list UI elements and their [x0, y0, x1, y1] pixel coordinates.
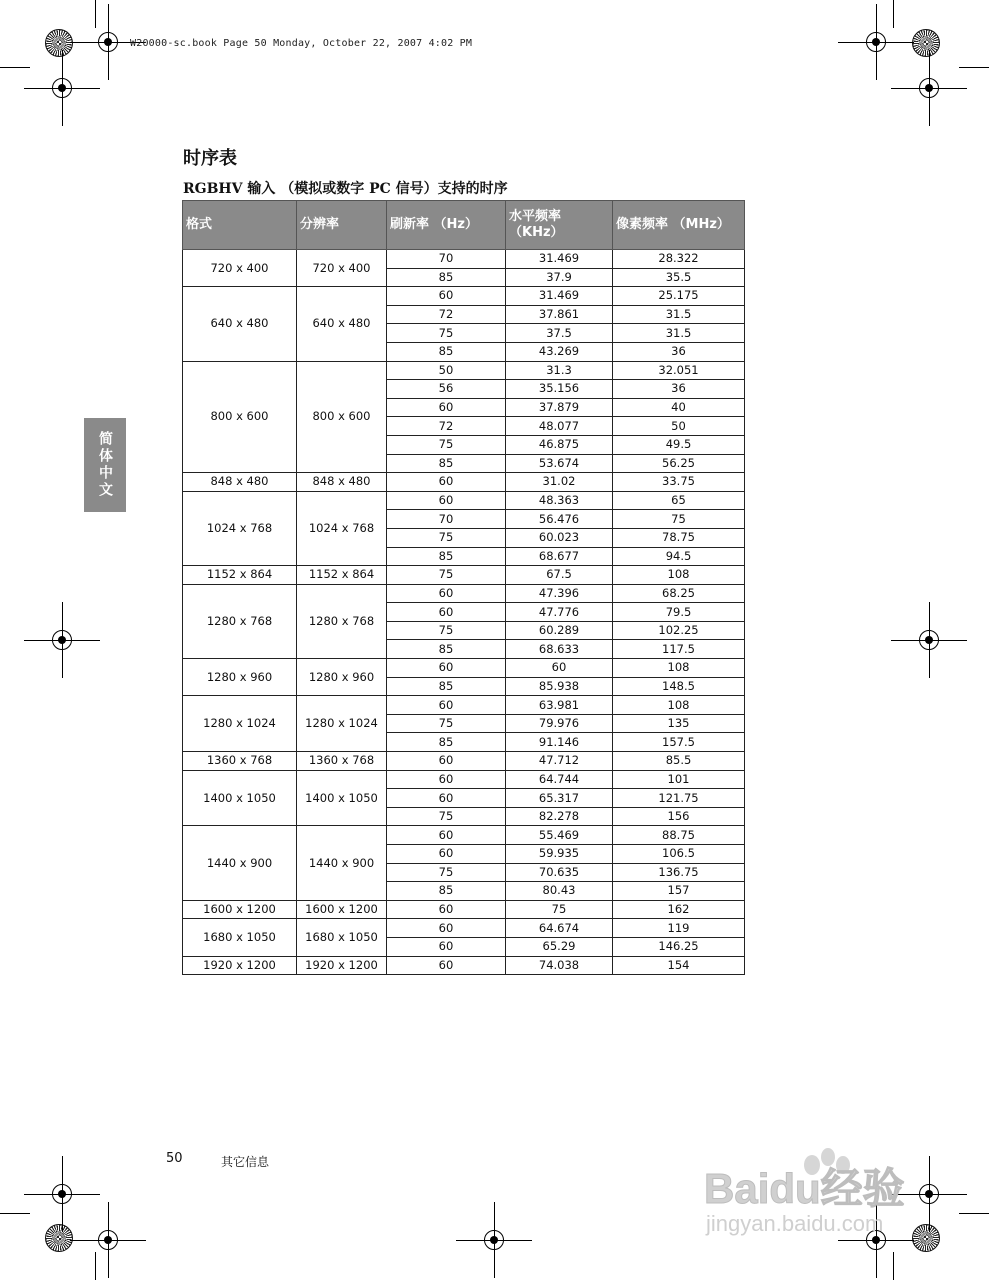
cell-horizontal-frequency: 37.5	[506, 324, 613, 343]
cell-pixel-frequency: 119	[613, 919, 745, 938]
cell-refresh-rate: 60	[387, 770, 506, 789]
cell-format: 1280 x 960	[183, 659, 297, 696]
table-row	[183, 659, 745, 678]
cell-horizontal-frequency: 75	[506, 900, 613, 919]
cell-horizontal-frequency: 67.5	[506, 566, 613, 585]
cell-horizontal-frequency: 68.677	[506, 547, 613, 566]
cell-horizontal-frequency: 31.3	[506, 361, 613, 380]
cell-refresh-rate: 75	[387, 324, 506, 343]
cell-format: 1920 x 1200	[183, 956, 297, 975]
trim-line	[0, 1213, 30, 1214]
table-row	[183, 566, 745, 585]
cell-pixel-frequency: 56.25	[613, 454, 745, 473]
cell-pixel-frequency: 102.25	[613, 621, 745, 640]
language-side-tab	[84, 418, 126, 512]
cell-resolution: 1280 x 960	[297, 659, 387, 696]
cell-pixel-frequency: 65	[613, 491, 745, 510]
cell-format: 1280 x 1024	[183, 696, 297, 752]
cell-refresh-rate: 60	[387, 826, 506, 845]
timing-table-body	[183, 250, 745, 975]
table-row	[183, 770, 745, 789]
cell-horizontal-frequency: 70.635	[506, 863, 613, 882]
trim-line	[959, 1213, 989, 1214]
cell-format: 1152 x 864	[183, 566, 297, 585]
baidu-watermark	[700, 1125, 940, 1245]
cell-resolution: 1360 x 768	[297, 752, 387, 771]
cell-horizontal-frequency: 43.269	[506, 342, 613, 361]
cell-refresh-rate: 70	[387, 250, 506, 269]
cell-pixel-frequency: 108	[613, 659, 745, 678]
cell-horizontal-frequency: 65.317	[506, 789, 613, 808]
cell-refresh-rate: 60	[387, 696, 506, 715]
cell-horizontal-frequency: 48.077	[506, 417, 613, 436]
header-hfreq-line1: 水平频率	[509, 209, 562, 224]
cell-pixel-frequency: 101	[613, 770, 745, 789]
cell-refresh-rate: 75	[387, 528, 506, 547]
cell-pixel-frequency: 36	[613, 342, 745, 361]
cell-refresh-rate: 60	[387, 584, 506, 603]
cell-horizontal-frequency: 60.023	[506, 528, 613, 547]
cell-horizontal-frequency: 59.935	[506, 845, 613, 864]
table-header-row	[183, 201, 745, 250]
table-caption: RGBHV 输入 （模拟或数字 PC 信号）支持的时序	[183, 181, 508, 197]
header-horizontal-frequency	[506, 201, 613, 250]
cell-horizontal-frequency: 91.146	[506, 733, 613, 752]
cell-pixel-frequency: 156	[613, 807, 745, 826]
cell-resolution: 1152 x 864	[297, 566, 387, 585]
cell-pixel-frequency: 135	[613, 714, 745, 733]
cell-pixel-frequency: 136.75	[613, 863, 745, 882]
cell-horizontal-frequency: 65.29	[506, 937, 613, 956]
cell-refresh-rate: 60	[387, 900, 506, 919]
table-row	[183, 287, 745, 306]
cell-refresh-rate: 85	[387, 547, 506, 566]
table-row	[183, 919, 745, 938]
cell-horizontal-frequency: 53.674	[506, 454, 613, 473]
cell-format: 1440 x 900	[183, 826, 297, 900]
cell-pixel-frequency: 157	[613, 882, 745, 901]
color-registration-wheel	[45, 1224, 73, 1252]
cell-refresh-rate: 85	[387, 733, 506, 752]
color-registration-wheel	[912, 29, 940, 57]
table-row	[183, 491, 745, 510]
cell-refresh-rate: 72	[387, 417, 506, 436]
cell-refresh-rate: 85	[387, 640, 506, 659]
cell-pixel-frequency: 25.175	[613, 287, 745, 306]
cell-horizontal-frequency: 64.674	[506, 919, 613, 938]
trim-line	[95, 1252, 96, 1280]
cell-resolution: 800 x 600	[297, 361, 387, 473]
cell-refresh-rate: 60	[387, 845, 506, 864]
trim-line	[0, 67, 30, 68]
cell-refresh-rate: 60	[387, 659, 506, 678]
cell-horizontal-frequency: 68.633	[506, 640, 613, 659]
cell-horizontal-frequency: 60	[506, 659, 613, 678]
cell-resolution: 1680 x 1050	[297, 919, 387, 956]
cell-refresh-rate: 75	[387, 621, 506, 640]
cell-pixel-frequency: 117.5	[613, 640, 745, 659]
cell-horizontal-frequency: 47.776	[506, 603, 613, 622]
cell-pixel-frequency: 108	[613, 566, 745, 585]
cell-pixel-frequency: 94.5	[613, 547, 745, 566]
cell-resolution: 720 x 400	[297, 250, 387, 287]
cell-resolution: 1440 x 900	[297, 826, 387, 900]
cell-pixel-frequency: 50	[613, 417, 745, 436]
page-title: 时序表	[183, 148, 237, 169]
cell-format: 1400 x 1050	[183, 770, 297, 826]
cell-pixel-frequency: 162	[613, 900, 745, 919]
cell-format: 1360 x 768	[183, 752, 297, 771]
cell-refresh-rate: 60	[387, 937, 506, 956]
header-pixel-frequency: 像素频率 （MHz）	[613, 201, 745, 250]
cell-horizontal-frequency: 74.038	[506, 956, 613, 975]
table-row	[183, 956, 745, 975]
cell-format: 848 x 480	[183, 473, 297, 492]
cell-pixel-frequency: 121.75	[613, 789, 745, 808]
cell-pixel-frequency: 157.5	[613, 733, 745, 752]
cell-horizontal-frequency: 63.981	[506, 696, 613, 715]
cell-resolution: 1920 x 1200	[297, 956, 387, 975]
cell-refresh-rate: 75	[387, 566, 506, 585]
cell-refresh-rate: 60	[387, 473, 506, 492]
cell-horizontal-frequency: 55.469	[506, 826, 613, 845]
table-row	[183, 250, 745, 269]
cell-refresh-rate: 75	[387, 714, 506, 733]
language-tab-label: 简体中文	[97, 431, 113, 499]
table-row	[183, 752, 745, 771]
cell-horizontal-frequency: 37.861	[506, 305, 613, 324]
cell-refresh-rate: 60	[387, 919, 506, 938]
cell-refresh-rate: 85	[387, 677, 506, 696]
cell-format: 1024 x 768	[183, 491, 297, 565]
cell-horizontal-frequency: 35.156	[506, 380, 613, 399]
table-row	[183, 361, 745, 380]
cell-refresh-rate: 60	[387, 789, 506, 808]
watermark-brand: Baidu经验	[704, 1165, 905, 1212]
header-format: 格式	[183, 201, 297, 250]
cell-refresh-rate: 60	[387, 398, 506, 417]
cell-horizontal-frequency: 80.43	[506, 882, 613, 901]
trim-line	[95, 0, 96, 28]
cell-resolution: 1600 x 1200	[297, 900, 387, 919]
cell-format: 720 x 400	[183, 250, 297, 287]
cell-refresh-rate: 60	[387, 603, 506, 622]
cell-horizontal-frequency: 37.879	[506, 398, 613, 417]
cell-horizontal-frequency: 37.9	[506, 268, 613, 287]
cell-pixel-frequency: 68.25	[613, 584, 745, 603]
cell-pixel-frequency: 85.5	[613, 752, 745, 771]
cell-pixel-frequency: 88.75	[613, 826, 745, 845]
cell-pixel-frequency: 75	[613, 510, 745, 529]
cell-pixel-frequency: 78.75	[613, 528, 745, 547]
cell-pixel-frequency: 40	[613, 398, 745, 417]
trim-line	[893, 0, 894, 28]
trim-line	[959, 67, 989, 68]
cell-horizontal-frequency: 48.363	[506, 491, 613, 510]
cell-pixel-frequency: 146.25	[613, 937, 745, 956]
cell-pixel-frequency: 33.75	[613, 473, 745, 492]
cell-horizontal-frequency: 85.938	[506, 677, 613, 696]
cell-resolution: 1024 x 768	[297, 491, 387, 565]
table-row	[183, 826, 745, 845]
cell-refresh-rate: 56	[387, 380, 506, 399]
cell-pixel-frequency: 154	[613, 956, 745, 975]
cell-pixel-frequency: 28.322	[613, 250, 745, 269]
cell-resolution: 640 x 480	[297, 287, 387, 361]
cell-refresh-rate: 60	[387, 752, 506, 771]
cell-refresh-rate: 75	[387, 435, 506, 454]
cell-refresh-rate: 85	[387, 342, 506, 361]
cell-refresh-rate: 60	[387, 287, 506, 306]
cell-resolution: 848 x 480	[297, 473, 387, 492]
print-header: W20000-sc.book Page 50 Monday, October 22, 2007 4:02 PM	[130, 38, 473, 49]
cell-pixel-frequency: 108	[613, 696, 745, 715]
cell-pixel-frequency: 31.5	[613, 324, 745, 343]
cell-format: 1280 x 768	[183, 584, 297, 658]
cell-pixel-frequency: 35.5	[613, 268, 745, 287]
cell-refresh-rate: 85	[387, 882, 506, 901]
trim-line	[893, 1252, 894, 1280]
cell-refresh-rate: 60	[387, 491, 506, 510]
cell-horizontal-frequency: 82.278	[506, 807, 613, 826]
cell-horizontal-frequency: 46.875	[506, 435, 613, 454]
cell-pixel-frequency: 106.5	[613, 845, 745, 864]
cell-horizontal-frequency: 31.469	[506, 287, 613, 306]
page-number: 50	[166, 1151, 183, 1166]
cell-pixel-frequency: 79.5	[613, 603, 745, 622]
cell-resolution: 1280 x 1024	[297, 696, 387, 752]
cell-horizontal-frequency: 31.02	[506, 473, 613, 492]
cell-refresh-rate: 85	[387, 268, 506, 287]
cell-pixel-frequency: 49.5	[613, 435, 745, 454]
cell-refresh-rate: 75	[387, 807, 506, 826]
cell-refresh-rate: 50	[387, 361, 506, 380]
cell-resolution: 1280 x 768	[297, 584, 387, 658]
timing-table	[182, 200, 745, 975]
header-resolution: 分辨率	[297, 201, 387, 250]
cell-horizontal-frequency: 47.396	[506, 584, 613, 603]
header-hfreq-line2: （KHz）	[509, 225, 564, 240]
cell-pixel-frequency: 36	[613, 380, 745, 399]
cell-horizontal-frequency: 79.976	[506, 714, 613, 733]
cell-horizontal-frequency: 47.712	[506, 752, 613, 771]
cell-refresh-rate: 72	[387, 305, 506, 324]
cell-pixel-frequency: 32.051	[613, 361, 745, 380]
cell-horizontal-frequency: 60.289	[506, 621, 613, 640]
cell-format: 800 x 600	[183, 361, 297, 473]
cell-horizontal-frequency: 64.744	[506, 770, 613, 789]
color-registration-wheel	[45, 29, 73, 57]
watermark-url: jingyan.baidu.com	[706, 1211, 884, 1236]
cell-pixel-frequency: 31.5	[613, 305, 745, 324]
table-row	[183, 696, 745, 715]
cell-refresh-rate: 85	[387, 454, 506, 473]
cell-format: 640 x 480	[183, 287, 297, 361]
cell-resolution: 1400 x 1050	[297, 770, 387, 826]
cell-format: 1600 x 1200	[183, 900, 297, 919]
cell-horizontal-frequency: 56.476	[506, 510, 613, 529]
table-row	[183, 473, 745, 492]
cell-format: 1680 x 1050	[183, 919, 297, 956]
footer-section-title: 其它信息	[221, 1155, 270, 1169]
cell-pixel-frequency: 148.5	[613, 677, 745, 696]
cell-refresh-rate: 75	[387, 863, 506, 882]
table-row	[183, 584, 745, 603]
cell-refresh-rate: 70	[387, 510, 506, 529]
table-row	[183, 900, 745, 919]
cell-refresh-rate: 60	[387, 956, 506, 975]
cell-horizontal-frequency: 31.469	[506, 250, 613, 269]
header-refresh-rate: 刷新率 （Hz）	[387, 201, 506, 250]
